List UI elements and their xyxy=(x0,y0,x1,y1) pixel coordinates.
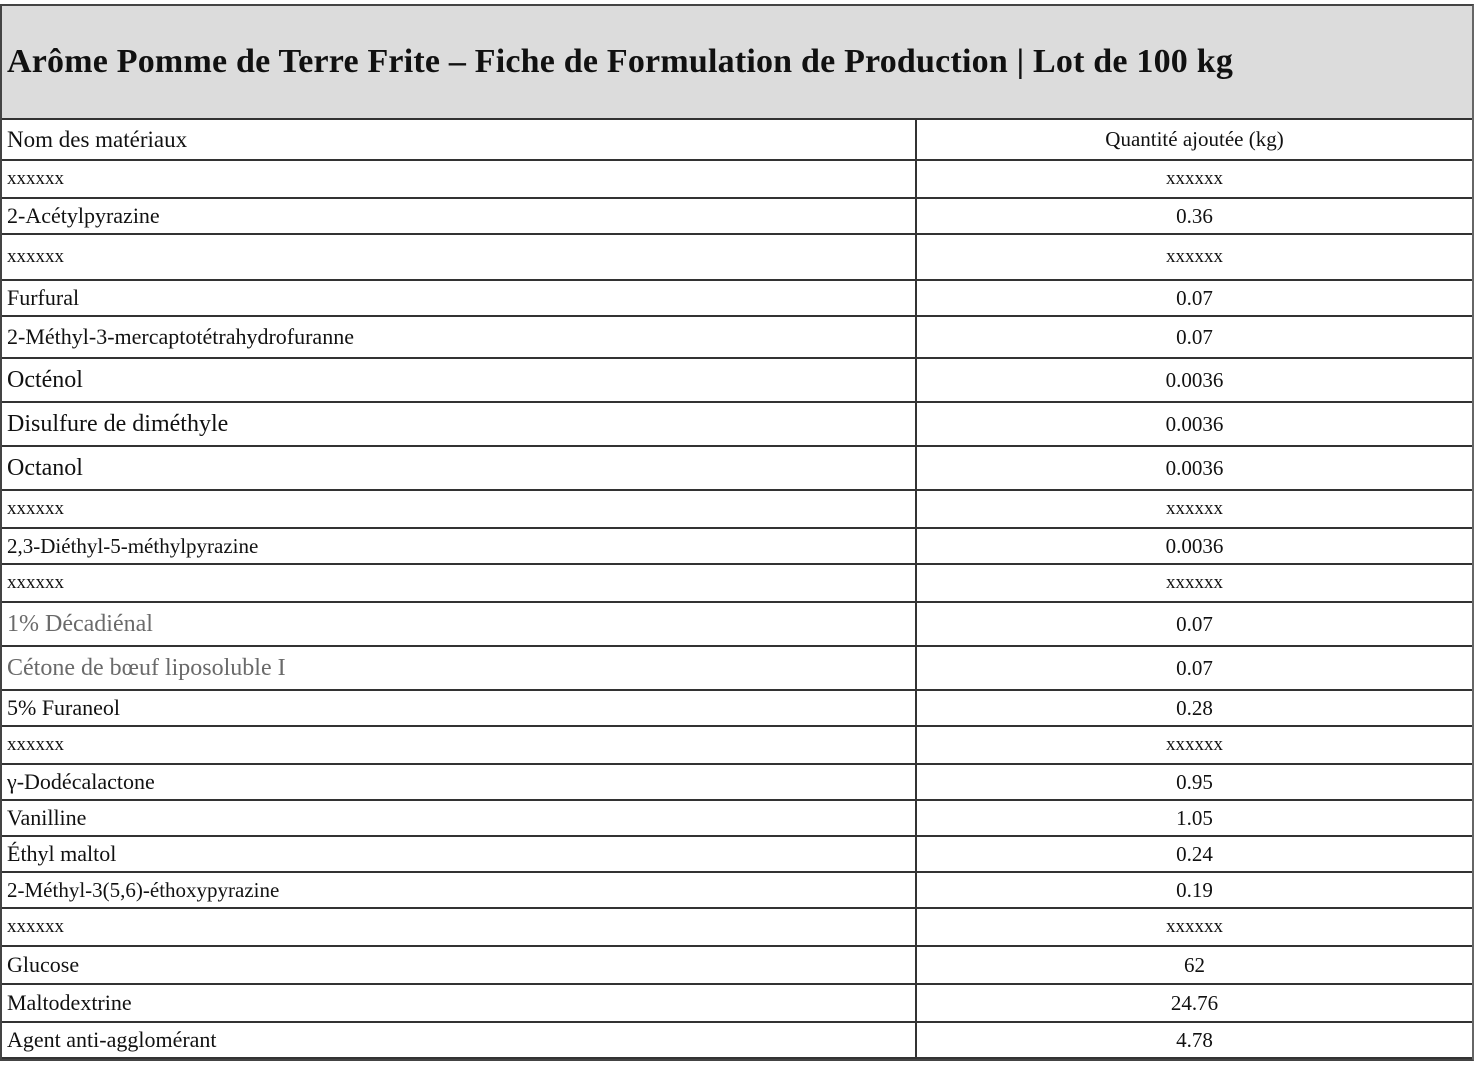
material-name: Octanol xyxy=(2,446,916,490)
material-name: Vanilline xyxy=(2,800,916,836)
material-quantity: xxxxxx xyxy=(916,160,1472,198)
material-name: Disulfure de diméthyle xyxy=(2,402,916,446)
table-row xyxy=(2,446,1472,490)
material-name: 1% Décadiénal xyxy=(2,602,916,646)
material-name: 2,3-Diéthyl-5-méthylpyrazine xyxy=(2,528,916,564)
material-name: γ-Dodécalactone xyxy=(2,764,916,800)
material-quantity: 4.78 xyxy=(916,1022,1472,1058)
material-name: 5% Furaneol xyxy=(2,690,916,726)
material-quantity: xxxxxx xyxy=(916,234,1472,280)
table-row xyxy=(2,908,1472,946)
material-name: Maltodextrine xyxy=(2,984,916,1022)
title-bar xyxy=(2,6,1472,120)
material-quantity: 0.0036 xyxy=(916,446,1472,490)
table-row xyxy=(2,316,1472,358)
table-row xyxy=(2,402,1472,446)
material-quantity: 0.36 xyxy=(916,198,1472,234)
material-quantity: xxxxxx xyxy=(916,726,1472,764)
table-row xyxy=(2,800,1472,836)
table-row xyxy=(2,946,1472,984)
material-name: 2-Acétylpyrazine xyxy=(2,198,916,234)
table-row xyxy=(2,564,1472,602)
material-quantity: 62 xyxy=(916,946,1472,984)
table-header-row xyxy=(2,120,1472,160)
header-material-name: Nom des matériaux xyxy=(2,120,916,160)
table-row xyxy=(2,984,1472,1022)
table-row xyxy=(2,1022,1472,1058)
material-quantity: 0.24 xyxy=(916,836,1472,872)
material-quantity: 0.07 xyxy=(916,602,1472,646)
material-name: xxxxxx xyxy=(2,726,916,764)
table-row xyxy=(2,280,1472,316)
table-row xyxy=(2,872,1472,908)
material-name: xxxxxx xyxy=(2,234,916,280)
material-name: xxxxxx xyxy=(2,564,916,602)
material-name: 2-Méthyl-3(5,6)-éthoxypyrazine xyxy=(2,872,916,908)
material-quantity: 0.28 xyxy=(916,690,1472,726)
table-row xyxy=(2,490,1472,528)
material-quantity: 0.07 xyxy=(916,280,1472,316)
material-quantity: 0.07 xyxy=(916,316,1472,358)
material-name: xxxxxx xyxy=(2,490,916,528)
material-quantity: 0.0036 xyxy=(916,402,1472,446)
table-row xyxy=(2,234,1472,280)
material-quantity: 0.0036 xyxy=(916,528,1472,564)
material-name: Agent anti-agglomérant xyxy=(2,1022,916,1058)
material-quantity: 1.05 xyxy=(916,800,1472,836)
sheet-title: Arôme Pomme de Terre Frite – Fiche de Formulation de Production | Lot de 100 kg xyxy=(7,43,1234,80)
table-row xyxy=(2,646,1472,690)
material-quantity: 0.95 xyxy=(916,764,1472,800)
materials-table xyxy=(2,120,1472,1059)
material-name: xxxxxx xyxy=(2,908,916,946)
material-quantity: xxxxxx xyxy=(916,490,1472,528)
material-quantity: 0.07 xyxy=(916,646,1472,690)
table-row xyxy=(2,358,1472,402)
material-quantity: xxxxxx xyxy=(916,564,1472,602)
material-name: 2-Méthyl-3-mercaptotétrahydrofuranne xyxy=(2,316,916,358)
material-quantity: 0.19 xyxy=(916,872,1472,908)
material-name: Octénol xyxy=(2,358,916,402)
material-name: Furfural xyxy=(2,280,916,316)
material-name: Cétone de bœuf liposoluble I xyxy=(2,646,916,690)
material-quantity: 24.76 xyxy=(916,984,1472,1022)
header-quantity: Quantité ajoutée (kg) xyxy=(916,120,1472,160)
table-row xyxy=(2,160,1472,198)
material-name: Glucose xyxy=(2,946,916,984)
formulation-sheet xyxy=(0,4,1474,1061)
table-row xyxy=(2,836,1472,872)
table-row xyxy=(2,726,1472,764)
material-name: xxxxxx xyxy=(2,160,916,198)
table-row xyxy=(2,764,1472,800)
table-row xyxy=(2,528,1472,564)
material-quantity: xxxxxx xyxy=(916,908,1472,946)
material-quantity: 0.0036 xyxy=(916,358,1472,402)
material-name: Éthyl maltol xyxy=(2,836,916,872)
table-row xyxy=(2,690,1472,726)
table-row xyxy=(2,602,1472,646)
table-row xyxy=(2,198,1472,234)
